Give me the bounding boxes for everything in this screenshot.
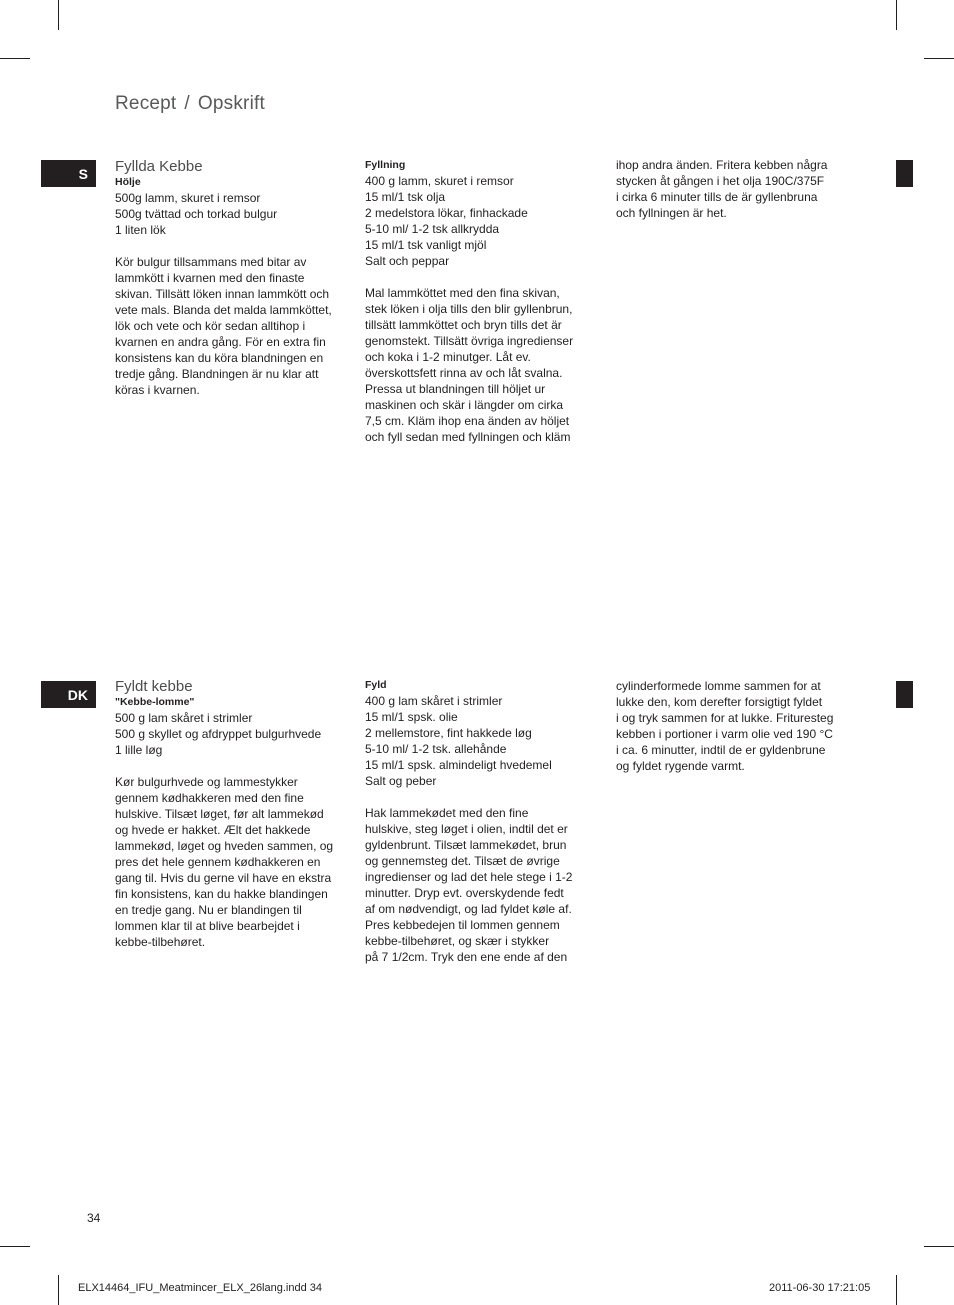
header-left: Recept: [115, 93, 177, 114]
crop-mark: [0, 1246, 30, 1247]
text-line: af om nødvendigt, og lad fyldet køle af.: [365, 902, 572, 916]
text-line: hulskive, steg løget i olien, indtil det er: [365, 822, 568, 836]
text-line: 15 ml/1 spsk. olie: [365, 710, 458, 724]
recipe-subtitle: "Kebbe-lomme": [115, 696, 195, 708]
text-line: 400 g lam skåret i strimler: [365, 694, 503, 708]
recipe-subtitle: Fyllning: [365, 159, 406, 171]
text-line: Kör bulgur tillsammans med bitar av: [115, 255, 307, 269]
text-line: tredje gång. Blandningen är nu klar att: [115, 367, 319, 381]
text-line: ingredienser og lad det hele stege i 1-2: [365, 870, 573, 884]
recipe-text: [115, 710, 340, 950]
text-line: 15 ml/1 tsk vanligt mjöl: [365, 238, 487, 252]
language-tab-s: S: [41, 160, 96, 187]
file-info: ELX14464_IFU_Meatmincer_ELX_26lang.indd 34: [78, 1282, 322, 1294]
text-line: 500 g skyllet og afdryppet bulgurhvede: [115, 727, 322, 741]
recipe-text: [115, 190, 340, 398]
recipe-subtitle: Fyld: [365, 679, 387, 691]
text-line: tillsätt lammköttet och bryn tills det är: [365, 318, 562, 332]
recipe-column-2: [365, 678, 590, 965]
recipe-title: Fyllda Kebbe: [115, 158, 203, 175]
text-line: Mal lammköttet med den fina skivan,: [365, 286, 560, 300]
text-line: 2 medelstora lökar, finhackade: [365, 206, 528, 220]
page-number: 34: [87, 1211, 101, 1225]
recipe-text: [616, 678, 841, 774]
text-line: 500 g lam skåret i strimler: [115, 711, 253, 725]
text-line: kebbe-tilbehøret.: [115, 935, 206, 949]
recipe-text: [616, 157, 841, 221]
text-line: Salt og peber: [365, 774, 437, 788]
text-line: i cirka 6 minuter tills de är gyllenbruna: [616, 190, 818, 204]
text-line: 2 mellemstore, fint hakkede løg: [365, 726, 532, 740]
text-line: kvarnen en andra gång. För en extra fin: [115, 335, 326, 349]
crop-mark: [896, 1275, 897, 1305]
text-line: 15 ml/1 tsk olja: [365, 190, 446, 204]
text-line: konsistens kan du köra blandningen en: [115, 351, 324, 365]
text-line: gyldenbrunt. Tilsæt lammekødet, brun: [365, 838, 567, 852]
crop-mark: [924, 58, 954, 59]
timestamp: 2011-06-30 17:21:05: [769, 1282, 871, 1294]
text-line: stek löken i olja tills den blir gyllenbrun,: [365, 302, 573, 316]
recipe-subtitle: Hölje: [115, 176, 141, 188]
text-line: och fyll sedan med fyllningen och kläm: [365, 430, 571, 444]
page-title: [115, 93, 265, 115]
text-line: cylinderformede lomme sammen for at: [616, 679, 821, 693]
side-tab-marker: [896, 681, 913, 708]
text-line: og fyldet rygende varmt.: [616, 759, 745, 773]
crop-mark: [896, 0, 897, 30]
text-line: kebbe-tilbehøret, og skær i stykker: [365, 934, 550, 948]
text-line: och fyllningen är het.: [616, 206, 727, 220]
recipe-text: [365, 173, 590, 445]
text-line: skivan. Tillsätt löken innan lammkött och: [115, 287, 330, 301]
text-line: 500g tvättad och torkad bulgur: [115, 207, 278, 221]
recipe-title: Fyldt kebbe: [115, 678, 193, 695]
crop-mark: [0, 58, 30, 59]
text-line: lommen klar til at blive bearbejdet i: [115, 919, 300, 933]
text-line: Pressa ut blandningen till höljet ur: [365, 382, 546, 396]
text-line: maskinen och skär i längder om cirka: [365, 398, 564, 412]
recipe-column-3: [616, 157, 841, 221]
text-line: og gennemsteg det. Tilsæt de øvrige: [365, 854, 560, 868]
text-line: 1 lille løg: [115, 743, 163, 757]
text-line: minutter. Dryp evt. overskydende fedt: [365, 886, 564, 900]
text-line: kebben i portioner i varm olie ved 190 °C: [616, 727, 833, 741]
text-line: 1 liten lök: [115, 223, 166, 237]
text-line: lök och vete och kör sedan alltihop i: [115, 319, 306, 333]
text-line: Salt och peppar: [365, 254, 450, 268]
recipe-column-3: [616, 678, 841, 774]
text-line: lammkött i kvarnen med den finaste: [115, 271, 305, 285]
paragraph-gap: [365, 269, 590, 285]
text-line: fin konsistens, kan du hakke blandingen: [115, 887, 328, 901]
text-line: vete mals. Blanda det malda lammköttet,: [115, 303, 332, 317]
text-line: i ca. 6 minutter, indtil de er gyldenbrune: [616, 743, 826, 757]
text-line: Kør bulgurhvede og lammestykker: [115, 775, 298, 789]
text-line: en tredje gang. Nu er blandingen til: [115, 903, 302, 917]
side-tab-marker: [896, 160, 913, 187]
language-tab-dk: DK: [41, 681, 96, 708]
text-line: och koka i 1-2 minutger. Låt ev.: [365, 350, 531, 364]
text-line: 400 g lamm, skuret i remsor: [365, 174, 514, 188]
text-line: Pres kebbedejen til lommen gennem: [365, 918, 560, 932]
text-line: stycken åt gången i het olja 190C/375F: [616, 174, 825, 188]
paragraph-gap: [115, 758, 340, 774]
text-line: 7,5 cm. Kläm ihop ena änden av höljet: [365, 414, 570, 428]
recipe-column-1: [115, 678, 340, 950]
text-line: 15 ml/1 spsk. almindeligt hvedemel: [365, 758, 552, 772]
text-line: på 7 1/2cm. Tryk den ene ende af den: [365, 950, 568, 964]
text-line: 5-10 ml/ 1-2 tsk. allehånde: [365, 742, 507, 756]
recipe-text: [365, 693, 590, 965]
header-right: Opskrift: [197, 93, 265, 114]
text-line: ihop andra änden. Fritera kebben några: [616, 158, 828, 172]
crop-mark: [58, 0, 59, 30]
text-line: pres det hele gennem kødhakkeren en: [115, 855, 321, 869]
text-line: i og tryk sammen for at lukke. Frituresteg: [616, 711, 834, 725]
text-line: og hvede er hakket. Ælt det hakkede: [115, 823, 311, 837]
text-line: lukke den, kom derefter forsigtigt fyldet: [616, 695, 823, 709]
text-line: Hak lammekødet med den fine: [365, 806, 529, 820]
header-separator: /: [184, 93, 190, 114]
text-line: gang til. Hvis du gerne vil have en ekstra: [115, 871, 332, 885]
text-line: hulskive. Tilsæt løget, før alt lammekød: [115, 807, 324, 821]
crop-mark: [924, 1246, 954, 1247]
recipe-column-2: [365, 158, 590, 445]
paragraph-gap: [115, 238, 340, 254]
paragraph-gap: [365, 789, 590, 805]
text-line: köras i kvarnen.: [115, 383, 200, 397]
text-line: genomstekt. Tillsätt övriga ingredienser: [365, 334, 574, 348]
text-line: lammekød, løget og hveden sammen, og: [115, 839, 334, 853]
text-line: 500g lamm, skuret i remsor: [115, 191, 261, 205]
recipe-column-1: [115, 158, 340, 398]
crop-mark: [58, 1275, 59, 1305]
text-line: överskottsfett rinna av och låt svalna.: [365, 366, 563, 380]
text-line: 5-10 ml/ 1-2 tsk allkrydda: [365, 222, 500, 236]
text-line: gennem kødhakkeren med den fine: [115, 791, 304, 805]
